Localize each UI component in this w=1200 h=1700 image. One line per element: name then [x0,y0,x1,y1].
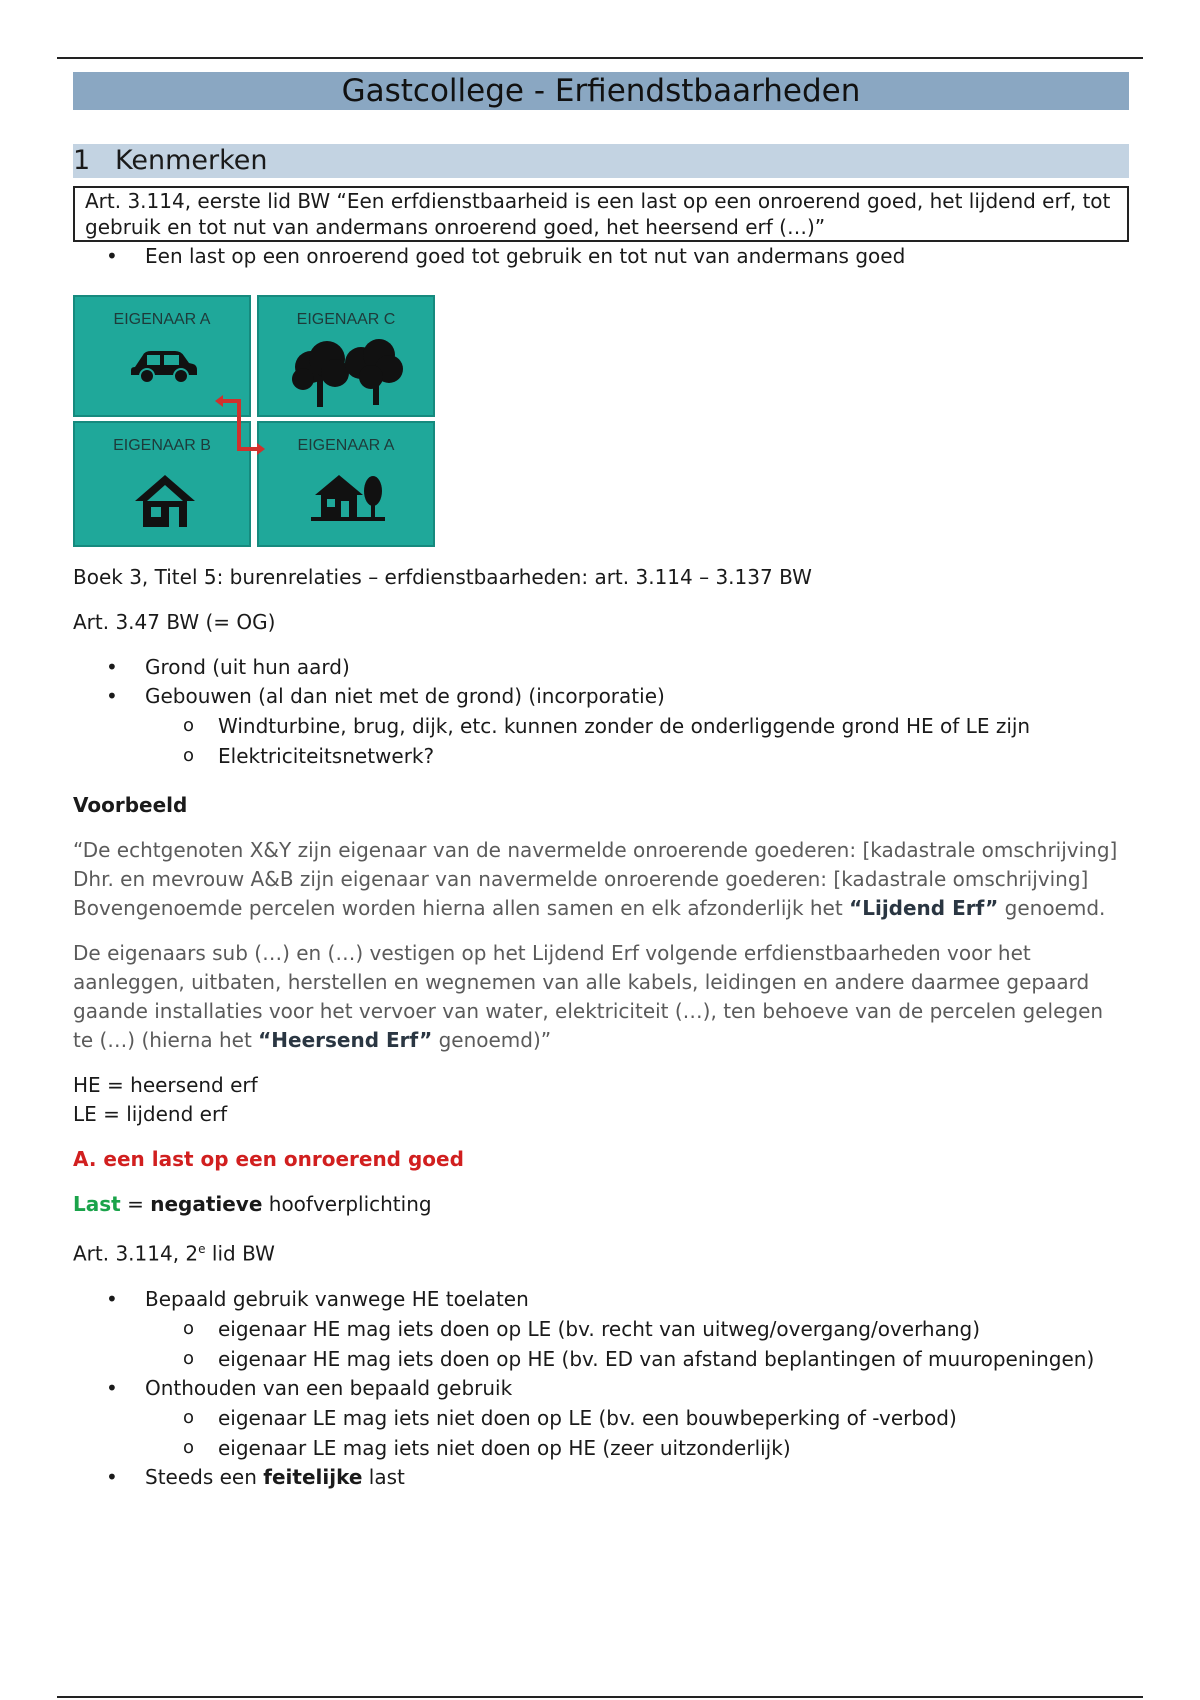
art-347-reference: Art. 3.47 BW (= OG) [73,610,276,634]
house-tree-icon [311,467,385,525]
list-item [73,653,1129,682]
sublist-item-text: o Windturbine, brug, dijk, etc. kunnen zonder de onderliggende grond HE of LE zijn [218,714,1031,738]
text-run: “De echtgenoten X&Y zijn eigenaar van de navermelde onroerende goederen: [kadastrale omschrijving] Dhr. en mevrouw A&B zijn eigenaar van navermelde onroerende goederen: [kadastrale omschrijving] Bovengenoemde percelen worden hierna allen samen en elk afzonderlijk het [73,838,1118,920]
onroerend-goed-sublist [73,711,1129,771]
boek-reference: Boek 3, Titel 5: burenrelaties – erfdienstbaarheden: art. 3.114 – 3.137 BW [73,565,812,589]
last-list-continued [73,1374,1129,1403]
last-term: Last [73,1192,121,1216]
voorbeeld-heading: Voorbeeld [73,793,188,817]
last-sublist-1 [73,1314,1129,1374]
house-icon [133,473,197,529]
sublist-item [73,1344,1129,1374]
intro-bullet-list [73,242,1129,271]
text-run: hoofverplichting [262,1192,432,1216]
list-item: • Een last op een onroerend goed tot gebruik en tot nut van andermans goed [73,242,1129,271]
bold-term-heersend-erf: “Heersend Erf” [258,1028,433,1052]
text-run: genoemd. [998,896,1106,920]
sublist-item-text: o eigenaar LE mag iets niet doen op LE (bv. een bouwbeperking of -verbod) [218,1405,957,1430]
list-item-text: Bepaald gebruik vanwege HE toelaten [145,1286,529,1311]
sublist-item-text: o eigenaar HE mag iets doen op LE (bv. recht van uitweg/overgang/overhang) [218,1316,981,1341]
onroerend-goed-list [73,653,1129,711]
bold-term-lijdend-erf: “Lijdend Erf” [849,896,999,920]
list-item [73,1285,1129,1314]
article-quote-box: Art. 3.114, eerste lid BW “Een erfdienstbaarheid is een last op een onroerend goed, het lijdend erf, tot gebruik en tot nut van andermans onroerend goed, het heersend erf (…)” [73,186,1129,242]
last-sublist-2 [73,1403,1129,1463]
voorbeeld-paragraph-1 [73,836,1129,923]
car-icon [129,345,199,385]
text-run: Art. 3.114, 2 [73,1241,199,1266]
he-definition: HE = heersend erf [73,1073,258,1097]
last-list [73,1285,1129,1314]
text-run: Steeds een [145,1464,264,1489]
document-title: Gastcollege - Erfiendstbaarheden [73,72,1129,110]
sublist-item-text: o Elektriciteitsnetwerk? [218,744,435,768]
section-number: 1 [73,145,91,176]
list-item [73,1463,1129,1492]
erfdienstbaarheid-diagram [73,295,435,547]
art-3114-lid-reference [73,1235,1129,1269]
feitelijke-term: feitelijke [263,1464,363,1489]
subheading-a: A. een last op een onroerend goed [73,1147,464,1171]
last-list-final [73,1463,1129,1492]
sublist-item [73,1403,1129,1433]
tile-eigenaar-a-house-tree [257,421,435,547]
page-content [73,72,1129,1492]
section-heading [73,144,1129,178]
sublist-item-text: o eigenaar LE mag iets niet doen op HE (zeer uitzonderlijk) [218,1435,791,1460]
text-run: lid BW [205,1241,275,1266]
bottom-rule [57,1696,1143,1698]
list-item-text: Grond (uit hun aard) [145,655,350,679]
text-run: = [120,1192,151,1216]
list-item [73,1374,1129,1403]
section-title: Kenmerken [115,145,268,176]
sublist-item [73,741,1129,771]
tile-label: EIGENAAR A [113,311,211,328]
text-run: genoemd)” [432,1028,552,1052]
list-item [73,682,1129,711]
last-definition [73,1190,1129,1219]
tile-label: EIGENAAR C [296,311,396,328]
text-run: De eigenaars sub (…) en (…) vestigen op het Lijdend Erf volgende erfdienstbaarheden voor het aanleggen, uitbaten, herstellen en wegnemen van alle kabels, leidingen en andere daarmee gepaard gaande installaties voor het vervoer van water, elektriciteit (…), ten behoeve van de percelen gelegen te (…) (hierna het [73,941,1104,1052]
sublist-item [73,1433,1129,1463]
sublist-item [73,1314,1129,1344]
list-item-text: Onthouden van een bepaald gebruik [145,1375,513,1400]
tile-label: EIGENAAR B [113,437,211,454]
text-run: last [362,1464,405,1489]
tile-eigenaar-c-trees [257,295,435,417]
top-rule [57,57,1143,59]
trees-icon [289,337,407,409]
tile-label: EIGENAAR A [297,437,395,454]
superscript: e [198,1242,206,1256]
sublist-item-text: o eigenaar HE mag iets doen op HE (bv. ED van afstand beplantingen of muuropeningen) [218,1346,1095,1371]
list-item-text: Gebouwen (al dan niet met de grond) (incorporatie) [145,684,665,708]
access-arrow-icon [213,395,273,465]
negatieve-term: negatieve [150,1192,263,1216]
sublist-item [73,711,1129,741]
le-definition: LE = lijdend erf [73,1102,228,1126]
voorbeeld-paragraph-2 [73,939,1129,1055]
